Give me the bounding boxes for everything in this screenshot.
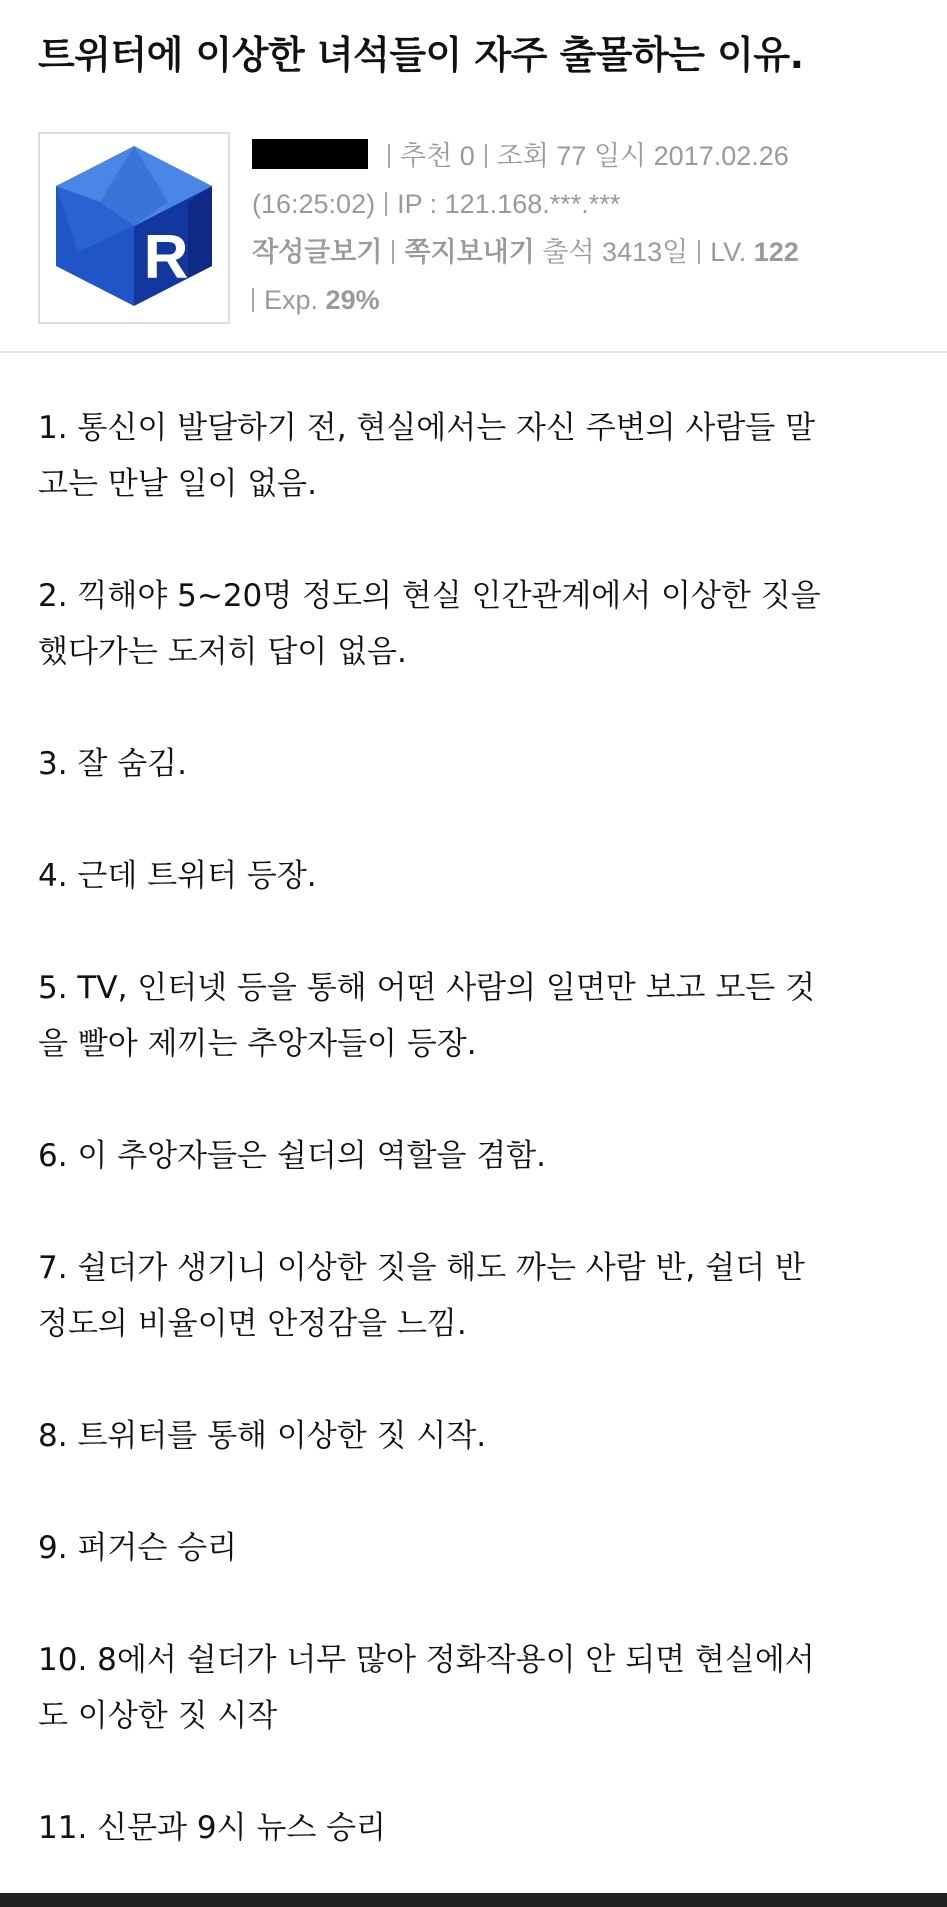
exp-value: 29% — [325, 285, 380, 315]
body-line: 10. 8에서 쉴더가 너무 많아 정화작용이 안 되면 현실에서 — [38, 1642, 815, 1678]
attendance-label: 출석 — [542, 237, 595, 267]
body-blank-line — [38, 1352, 918, 1408]
header-divider — [0, 351, 947, 353]
body-line: 고는 만날 일이 없음. — [38, 466, 317, 502]
separator — [385, 192, 387, 216]
body-line: 도 이상한 짓 시작 — [38, 1698, 278, 1734]
separator — [698, 240, 700, 264]
body-blank-line — [38, 1072, 918, 1128]
views-count: 77 — [556, 141, 587, 171]
logo-right-facet — [188, 186, 212, 278]
post-date: 2017.02.26 — [653, 141, 789, 171]
body-line: 3. 잘 숨김. — [38, 746, 187, 782]
body-line: 1. 통신이 발달하기 전, 현실에서는 자신 주변의 사람들 말 — [38, 410, 816, 446]
body-line: 7. 쉴더가 생기니 이상한 짓을 해도 까는 사람 반, 쉴더 반 — [38, 1250, 805, 1286]
post-title: 트위터에 이상한 녀석들이 자주 출몰하는 이유. — [38, 33, 804, 77]
post-time: (16:25:02) — [252, 189, 376, 219]
body-line: 9. 퍼거슨 승리 — [38, 1530, 238, 1566]
logo-letter: R — [143, 223, 189, 292]
ip-address: 121.168.***.*** — [444, 189, 621, 219]
meta-lines — [252, 132, 932, 324]
body-line: 했다가는 도저히 답이 없음. — [38, 634, 407, 670]
body-blank-line — [38, 1744, 918, 1800]
separator — [392, 240, 394, 264]
separator — [485, 144, 487, 168]
body-blank-line — [38, 792, 918, 848]
body-blank-line — [38, 1464, 918, 1520]
author-meta — [38, 132, 918, 328]
separator — [252, 288, 254, 312]
post-body — [38, 400, 918, 1856]
view-posts-link[interactable]: 작성글보기 — [252, 237, 383, 267]
body-line: 2. 끽해야 5~20명 정도의 현실 인간관계에서 이상한 짓을 — [38, 578, 821, 614]
redacted-author-name — [252, 139, 368, 169]
body-line: 8. 트위터를 통해 이상한 짓 시작. — [38, 1418, 487, 1454]
level-value: 122 — [753, 237, 799, 267]
body-line: 을 빨아 제끼는 추앙자들이 등장. — [38, 1026, 477, 1062]
bottom-edge — [0, 1893, 947, 1907]
body-blank-line — [38, 904, 918, 960]
views-label: 조회 — [496, 141, 549, 171]
ip-label: IP : — [397, 189, 438, 219]
meta-line-3 — [252, 228, 932, 276]
body-line: 6. 이 추앙자들은 쉴더의 역할을 겸함. — [38, 1138, 546, 1174]
level-label: LV. — [710, 237, 747, 267]
send-message-link[interactable]: 쪽지보내기 — [404, 237, 535, 267]
exp-label: Exp. — [264, 285, 319, 315]
meta-line-4 — [252, 276, 932, 324]
body-blank-line — [38, 1184, 918, 1240]
datetime-label: 일시 — [593, 141, 647, 171]
attendance-days: 3413일 — [602, 237, 689, 267]
author-avatar[interactable] — [38, 132, 230, 324]
separator — [388, 144, 390, 168]
body-line: 4. 근데 트위터 등장. — [38, 858, 317, 894]
body-blank-line — [38, 512, 918, 568]
body-blank-line — [38, 680, 918, 736]
avatar-logo-icon — [48, 142, 220, 314]
meta-line-1 — [252, 132, 932, 180]
meta-line-2 — [252, 180, 932, 228]
recommend-label: 추천 — [400, 141, 453, 171]
body-line: 11. 신문과 9시 뉴스 승리 — [38, 1810, 387, 1846]
body-line: 5. TV, 인터넷 등을 통해 어떤 사람의 일면만 보고 모든 것 — [38, 970, 816, 1006]
body-line: 정도의 비율이면 안정감을 느낌. — [38, 1306, 467, 1342]
body-blank-line — [38, 1576, 918, 1632]
recommend-count: 0 — [459, 141, 475, 171]
